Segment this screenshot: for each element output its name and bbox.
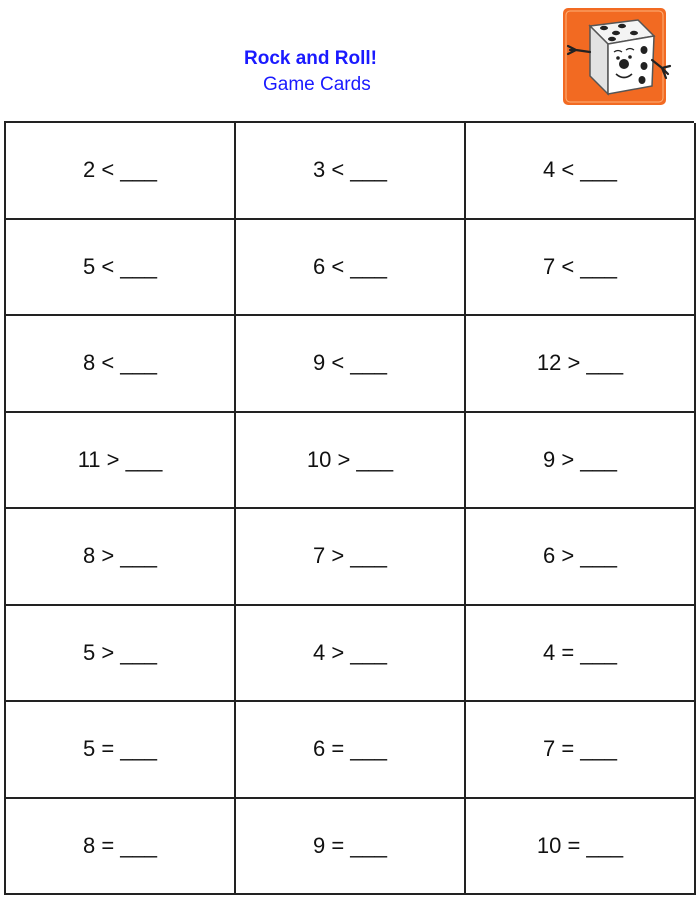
page-subtitle: Game Cards [263, 74, 371, 95]
game-card: 5 = ___ [6, 702, 236, 799]
game-card: 8 > ___ [6, 509, 236, 606]
game-card: 10 = ___ [466, 799, 696, 896]
game-card: 7 > ___ [236, 509, 466, 606]
game-card: 10 > ___ [236, 413, 466, 510]
game-card: 4 = ___ [466, 606, 696, 703]
game-card: 5 > ___ [6, 606, 236, 703]
game-card: 8 = ___ [6, 799, 236, 896]
game-card: 5 < ___ [6, 220, 236, 317]
game-card: 2 < ___ [6, 123, 236, 220]
game-card: 9 > ___ [466, 413, 696, 510]
dice-mascot-icon [546, 6, 672, 108]
game-card: 7 < ___ [466, 220, 696, 317]
game-card: 12 > ___ [466, 316, 696, 413]
game-card: 3 < ___ [236, 123, 466, 220]
page-title: Rock and Roll! [244, 48, 378, 69]
game-card: 9 < ___ [236, 316, 466, 413]
game-card: 9 = ___ [236, 799, 466, 896]
game-card: 6 < ___ [236, 220, 466, 317]
game-card: 4 < ___ [466, 123, 696, 220]
game-card: 4 > ___ [236, 606, 466, 703]
game-card: 7 = ___ [466, 702, 696, 799]
game-card: 6 > ___ [466, 509, 696, 606]
game-card: 8 < ___ [6, 316, 236, 413]
game-card: 11 > ___ [6, 413, 236, 510]
game-cards-grid [4, 121, 694, 895]
game-card: 6 = ___ [236, 702, 466, 799]
